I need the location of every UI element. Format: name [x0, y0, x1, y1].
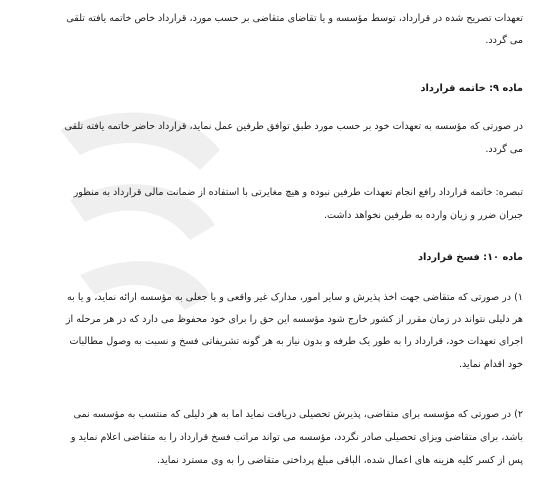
note-line-2: جبران ضرر و زیان وارده به طرفین نخواهد داشت.	[324, 210, 523, 221]
article-9-line-2: می گردد.	[485, 144, 523, 155]
article-10-heading: ماده ۱۰: فسخ قرارداد	[417, 252, 523, 263]
clause-1-line-3: اجرای تعهدات خود، قرارداد را به طور یک طرفه و بدون نیاز به هر گونه تشریفاتی فسخ و نسبت به وصول مطالبات	[69, 336, 523, 347]
intro-line-2: می گردد.	[485, 35, 523, 46]
clause-2-line-2: باشد، برای متقاضی ویزای تحصیلی صادر نگردد، مؤسسه می تواند مراتب فسخ قرارداد را به متقاضی اعلام نماید و	[70, 432, 523, 443]
intro-line-1: تعهدات تصریح شده در قرارداد، توسط مؤسسه و یا تقاضای متقاضی بر حسب مورد، قرارداد خاص خاتمه یافته تلقی	[66, 13, 523, 24]
clause-1-line-2: هر دلیلی نتواند در زمان مقرر از کشور خارج شود مؤسسه این حق را برای خود محفوظ می دارد که در هر مرحله از	[65, 314, 523, 325]
article-9-heading: ماده ۹: خاتمه قرارداد	[420, 83, 523, 94]
clause-1-line-4: خود اقدام نماید.	[458, 359, 523, 370]
clause-2-line-3: پس از کسر کلیه هزینه های اعمال شده، الباقی مبلغ پرداختی متقاضی را به وی مسترد نماید.	[156, 455, 523, 466]
clause-1-line-1: ۱) در صورتی که متقاضی جهت اخذ پذیرش و سایر امور، مدارک غیر واقعی و یا جعلی به مؤسسه ارائه نماید، و یا به	[67, 292, 523, 303]
article-9-line-1: در صورتی که مؤسسه به تعهدات خود بر حسب مورد طبق توافق طرفین عمل نماید، قرارداد حاضر خاتمه یافته تلقی	[64, 121, 523, 132]
note-line-1: تبصره: خاتمه قرارداد رافع انجام تعهدات طرفین نبوده و هیچ مغایرتی با استفاده از ضمانت مالی قرارداد به منظور	[73, 187, 523, 198]
clause-2-line-1: ۲) در صورتی که مؤسسه برای متقاضی، پذیرش تحصیلی دریافت نماید اما به هر دلیلی که منتسب به مؤسسه نمی	[73, 409, 523, 420]
